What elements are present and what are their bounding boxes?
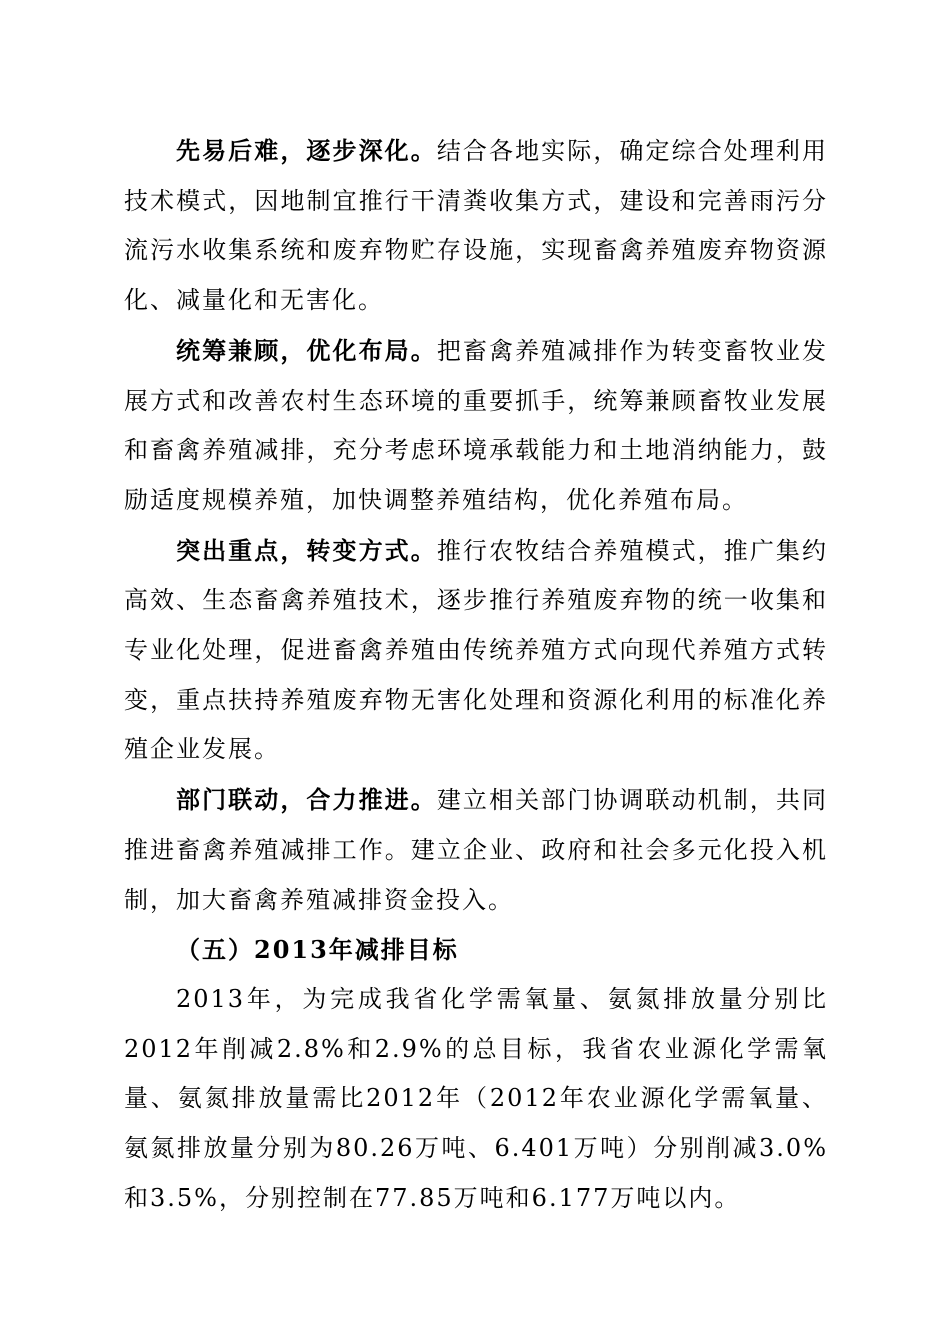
section-body: 2013年，为完成我省化学需氧量、氨氮排放量分别比2012年削减2.8%和2.9%的总目标，我省农业源化学需氧量、氨氮排放量需比2012年（2012年农业源化学需氧量、氨氮排放量分别为80.26万吨、6.401万吨）分别削减3.0%和3.5%，分别控制在77.85万吨和6.177万吨以内。 bbox=[124, 984, 828, 1212]
paragraph-body: 推行农牧结合养殖模式，推广集约高效、生态畜禽养殖技术，逐步推行养殖废弃物的统一收集和专业化处理，促进畜禽养殖由传统养殖方式向现代养殖方式转变，重点扶持养殖废弃物无害化处理和资源化利用的标准化养殖企业发展。 bbox=[124, 536, 829, 764]
paragraph-body: 把畜禽养殖减排作为转变畜牧业发展方式和改善农村生态环境的重要抓手，统筹兼顾畜牧业发展和畜禽养殖减排，充分考虑环境承载能力和土地消纳能力，鼓励适度规模养殖，加快调整养殖结构，优化养殖布局。 bbox=[124, 336, 829, 514]
paragraph-lead: 部门联动，合力推进。 bbox=[176, 785, 437, 815]
paragraph-body: 结合各地实际，确定综合处理利用技术模式，因地制宜推行干清粪收集方式，建设和完善雨污分流污水收集系统和废弃物贮存设施，实现畜禽养殖废弃物资源化、减量化和无害化。 bbox=[124, 137, 829, 315]
paragraph-principle-4 bbox=[124, 775, 828, 925]
paragraph-principle-1 bbox=[124, 126, 828, 326]
paragraph-body: 建立相关部门协调联动机制，共同推进畜禽养殖减排工作。建立企业、政府和社会多元化投入机制，加大畜禽养殖减排资金投入。 bbox=[124, 786, 829, 914]
document-page bbox=[124, 126, 828, 1223]
paragraph-lead: 突出重点，转变方式。 bbox=[176, 535, 437, 565]
paragraph-principle-2 bbox=[124, 326, 828, 526]
section-heading: （五）2013年减排目标 bbox=[176, 935, 459, 965]
paragraph-lead: 先易后难，逐步深化。 bbox=[176, 136, 437, 165]
paragraph-lead: 统筹兼顾，优化布局。 bbox=[176, 335, 437, 365]
paragraph-principle-3 bbox=[124, 526, 828, 776]
